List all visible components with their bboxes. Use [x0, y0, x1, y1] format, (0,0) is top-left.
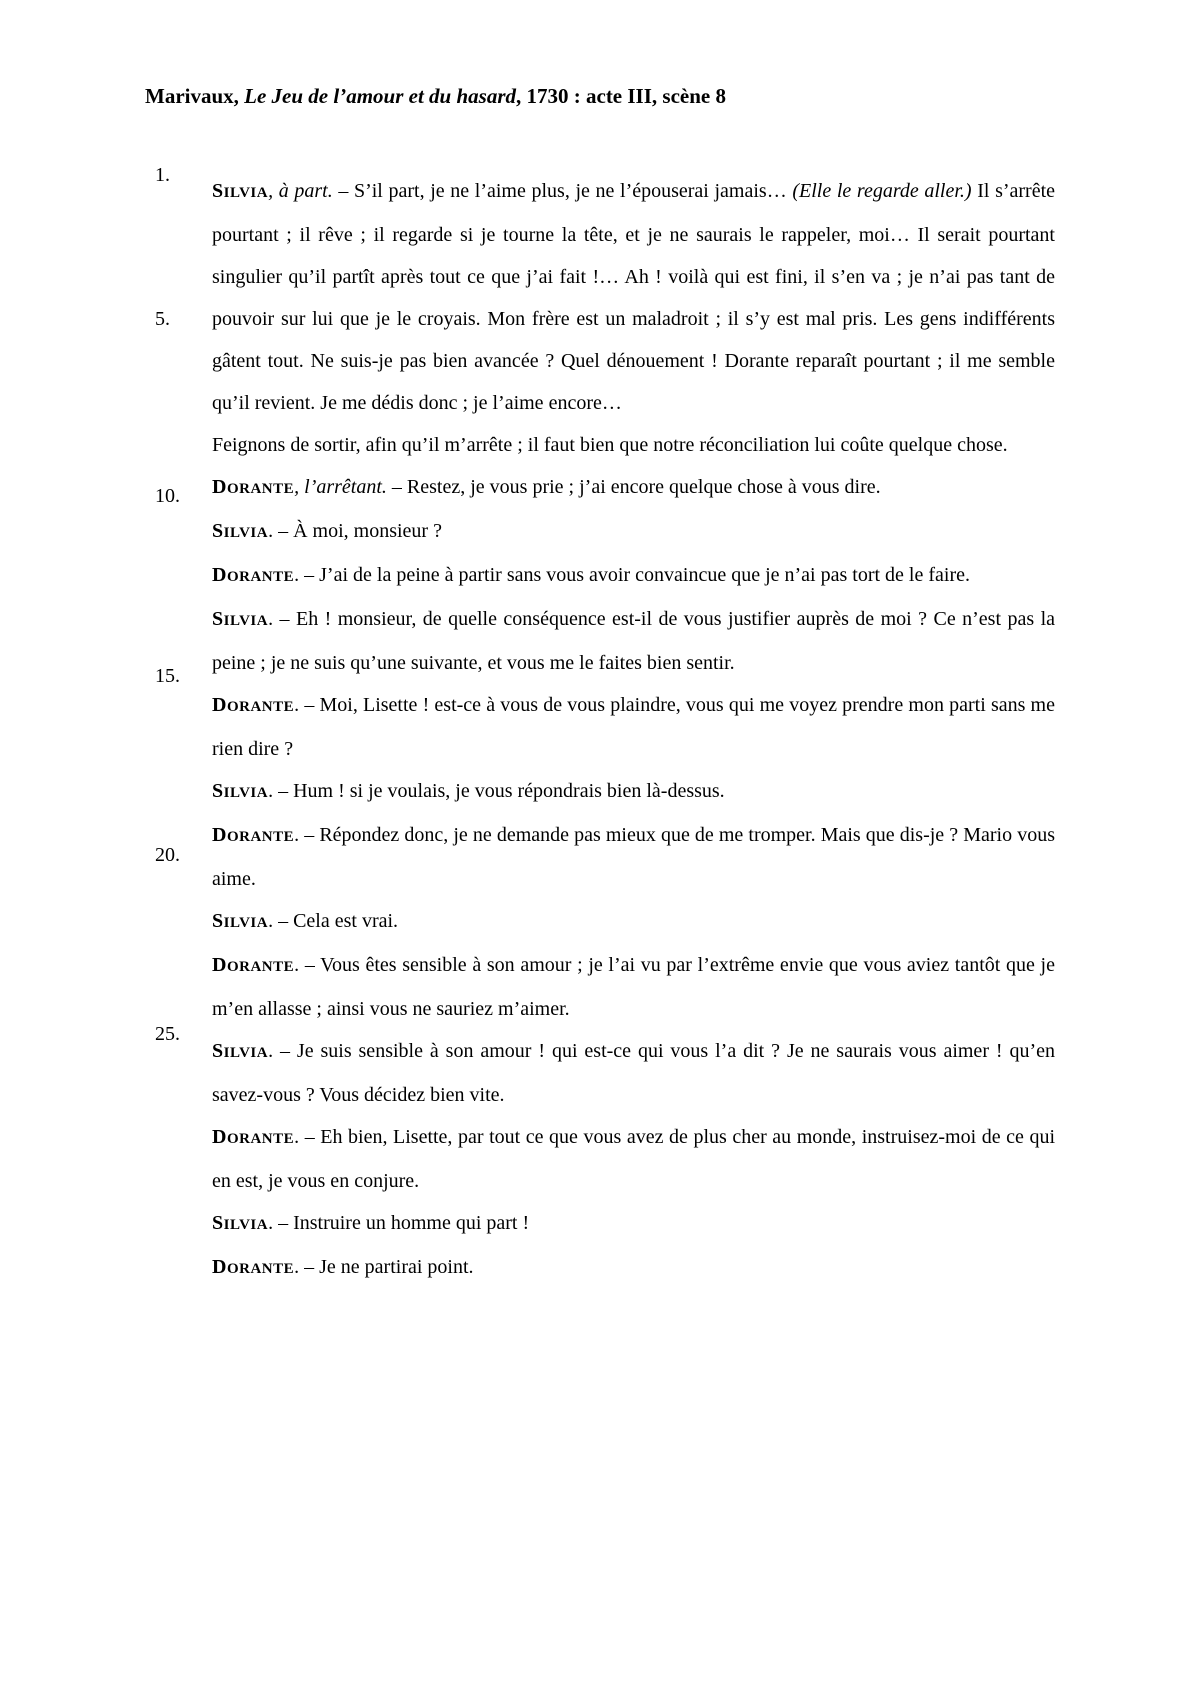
speaker-silvia: SILVIA	[212, 780, 269, 802]
dialogue-line	[212, 1116, 1055, 1202]
stage-direction: , à part.	[268, 180, 333, 202]
line-text: . – Eh ! monsieur, de quelle conséquence est-il de vous justifier auprès de moi ? Ce n’est pas la peine ; je ne suis qu’une suivante, et vous me le faites bien sentir.	[212, 608, 1055, 674]
dialogue-line	[212, 598, 1055, 684]
title-act-scene: , 1730 : acte III, scène 8	[516, 84, 726, 108]
dialogue-line	[212, 424, 1055, 466]
line-number: 5.	[155, 308, 170, 330]
dialogue-line	[212, 770, 1055, 814]
line-text: . – Moi, Lisette ! est-ce à vous de vous plaindre, vous qui me voyez prendre mon parti sans me rien dire ?	[212, 694, 1055, 760]
line-text: . – J’ai de la peine à partir sans vous avoir convaincue que je n’ai pas tort de le faire.	[294, 564, 970, 586]
speaker-silvia: SILVIA	[212, 1212, 269, 1234]
speaker-silvia: SILVIA	[212, 910, 269, 932]
title-author: Marivaux,	[145, 84, 245, 108]
dialogue-line	[212, 944, 1055, 1030]
dialogue-line	[212, 466, 1055, 510]
dialogue-line	[212, 814, 1055, 900]
line-text: – Restez, je vous prie ; j’ai encore quelque chose à vous dire.	[386, 476, 881, 498]
dialogue-line	[212, 1030, 1055, 1116]
line-text: – S’il part, je ne l’aime plus, je ne l’épouserai jamais…	[332, 180, 793, 202]
dialogue-line	[212, 684, 1055, 770]
stage-direction: , l’arrêtant.	[294, 476, 387, 498]
dialogue-line	[212, 1246, 1055, 1290]
dialogue-line	[212, 554, 1055, 598]
line-number: 10.	[155, 485, 180, 507]
title-work: Le Jeu de l’amour et du hasard	[244, 84, 516, 108]
stage-direction: (Elle le regarde aller.)	[792, 180, 972, 202]
line-text: Il s’arrête pourtant ; il rêve ; il regarde si je tourne la tête, et je ne saurais le rappeler, moi… Il serait pourtant singulier qu’il partît après tout ce que j’ai fait !… Ah ! voilà qui est fini, il s’en va ; je n’ai pas tant de pouvoir sur lui que je le croyais. Mon frère est un maladroit ; il s’y est mal pris. Les gens indifférents gâtent tout. Ne suis-je pas bien avancée ? Quel dénouement ! Dorante reparaît pourtant ; il me semble qu’il revient. Je me dédis donc ; je l’aime encore…	[212, 180, 1056, 414]
line-text: . – Hum ! si je voulais, je vous répondrais bien là-dessus.	[268, 780, 725, 802]
dialogue-line	[212, 170, 1055, 424]
line-text: . – Je ne partirai point.	[294, 1256, 474, 1278]
document-title	[145, 84, 726, 109]
line-text: . – Eh bien, Lisette, par tout ce que vous avez de plus cher au monde, instruisez-moi de ce qui en est, je vous en conjure.	[212, 1126, 1055, 1192]
dialogue-line	[212, 1202, 1055, 1246]
speaker-dorante: DORANTE	[212, 694, 295, 716]
line-text: . – Instruire un homme qui part !	[268, 1212, 530, 1234]
line-text: . – À moi, monsieur ?	[268, 520, 442, 542]
dialogue-line	[212, 900, 1055, 944]
line-text: . – Je suis sensible à son amour ! qui est-ce qui vous l’a dit ? Je ne saurais vous aimer ! qu’en savez-vous ? Vous décidez bien vite.	[212, 1040, 1055, 1106]
speaker-dorante: DORANTE	[212, 1256, 295, 1278]
speaker-silvia: SILVIA	[212, 520, 269, 542]
line-text: . – Répondez donc, je ne demande pas mieux que de me tromper. Mais que dis-je ? Mario vous aime.	[212, 824, 1055, 890]
line-number: 15.	[155, 665, 180, 687]
speaker-silvia: SILVIA	[212, 180, 269, 202]
speaker-dorante: DORANTE	[212, 954, 295, 976]
line-text: Feignons de sortir, afin qu’il m’arrête ; il faut bien que notre réconciliation lui coûte quelque chose.	[212, 434, 1008, 456]
line-text: . – Vous êtes sensible à son amour ; je l’ai vu par l’extrême envie que vous aviez tantôt que je m’en allasse ; ainsi vous ne sauriez m’aimer.	[212, 954, 1055, 1020]
speaker-silvia: SILVIA	[212, 1040, 269, 1062]
dialogue-line	[212, 510, 1055, 554]
line-text: . – Cela est vrai.	[268, 910, 399, 932]
line-number: 1.	[155, 164, 170, 186]
speaker-dorante: DORANTE	[212, 1126, 295, 1148]
speaker-dorante: DORANTE	[212, 564, 295, 586]
line-number: 20.	[155, 844, 180, 866]
speaker-dorante: DORANTE	[212, 476, 295, 498]
speaker-silvia: SILVIA	[212, 608, 269, 630]
speaker-dorante: DORANTE	[212, 824, 295, 846]
line-number: 25.	[155, 1023, 180, 1045]
dialogue-body	[212, 170, 1055, 1290]
